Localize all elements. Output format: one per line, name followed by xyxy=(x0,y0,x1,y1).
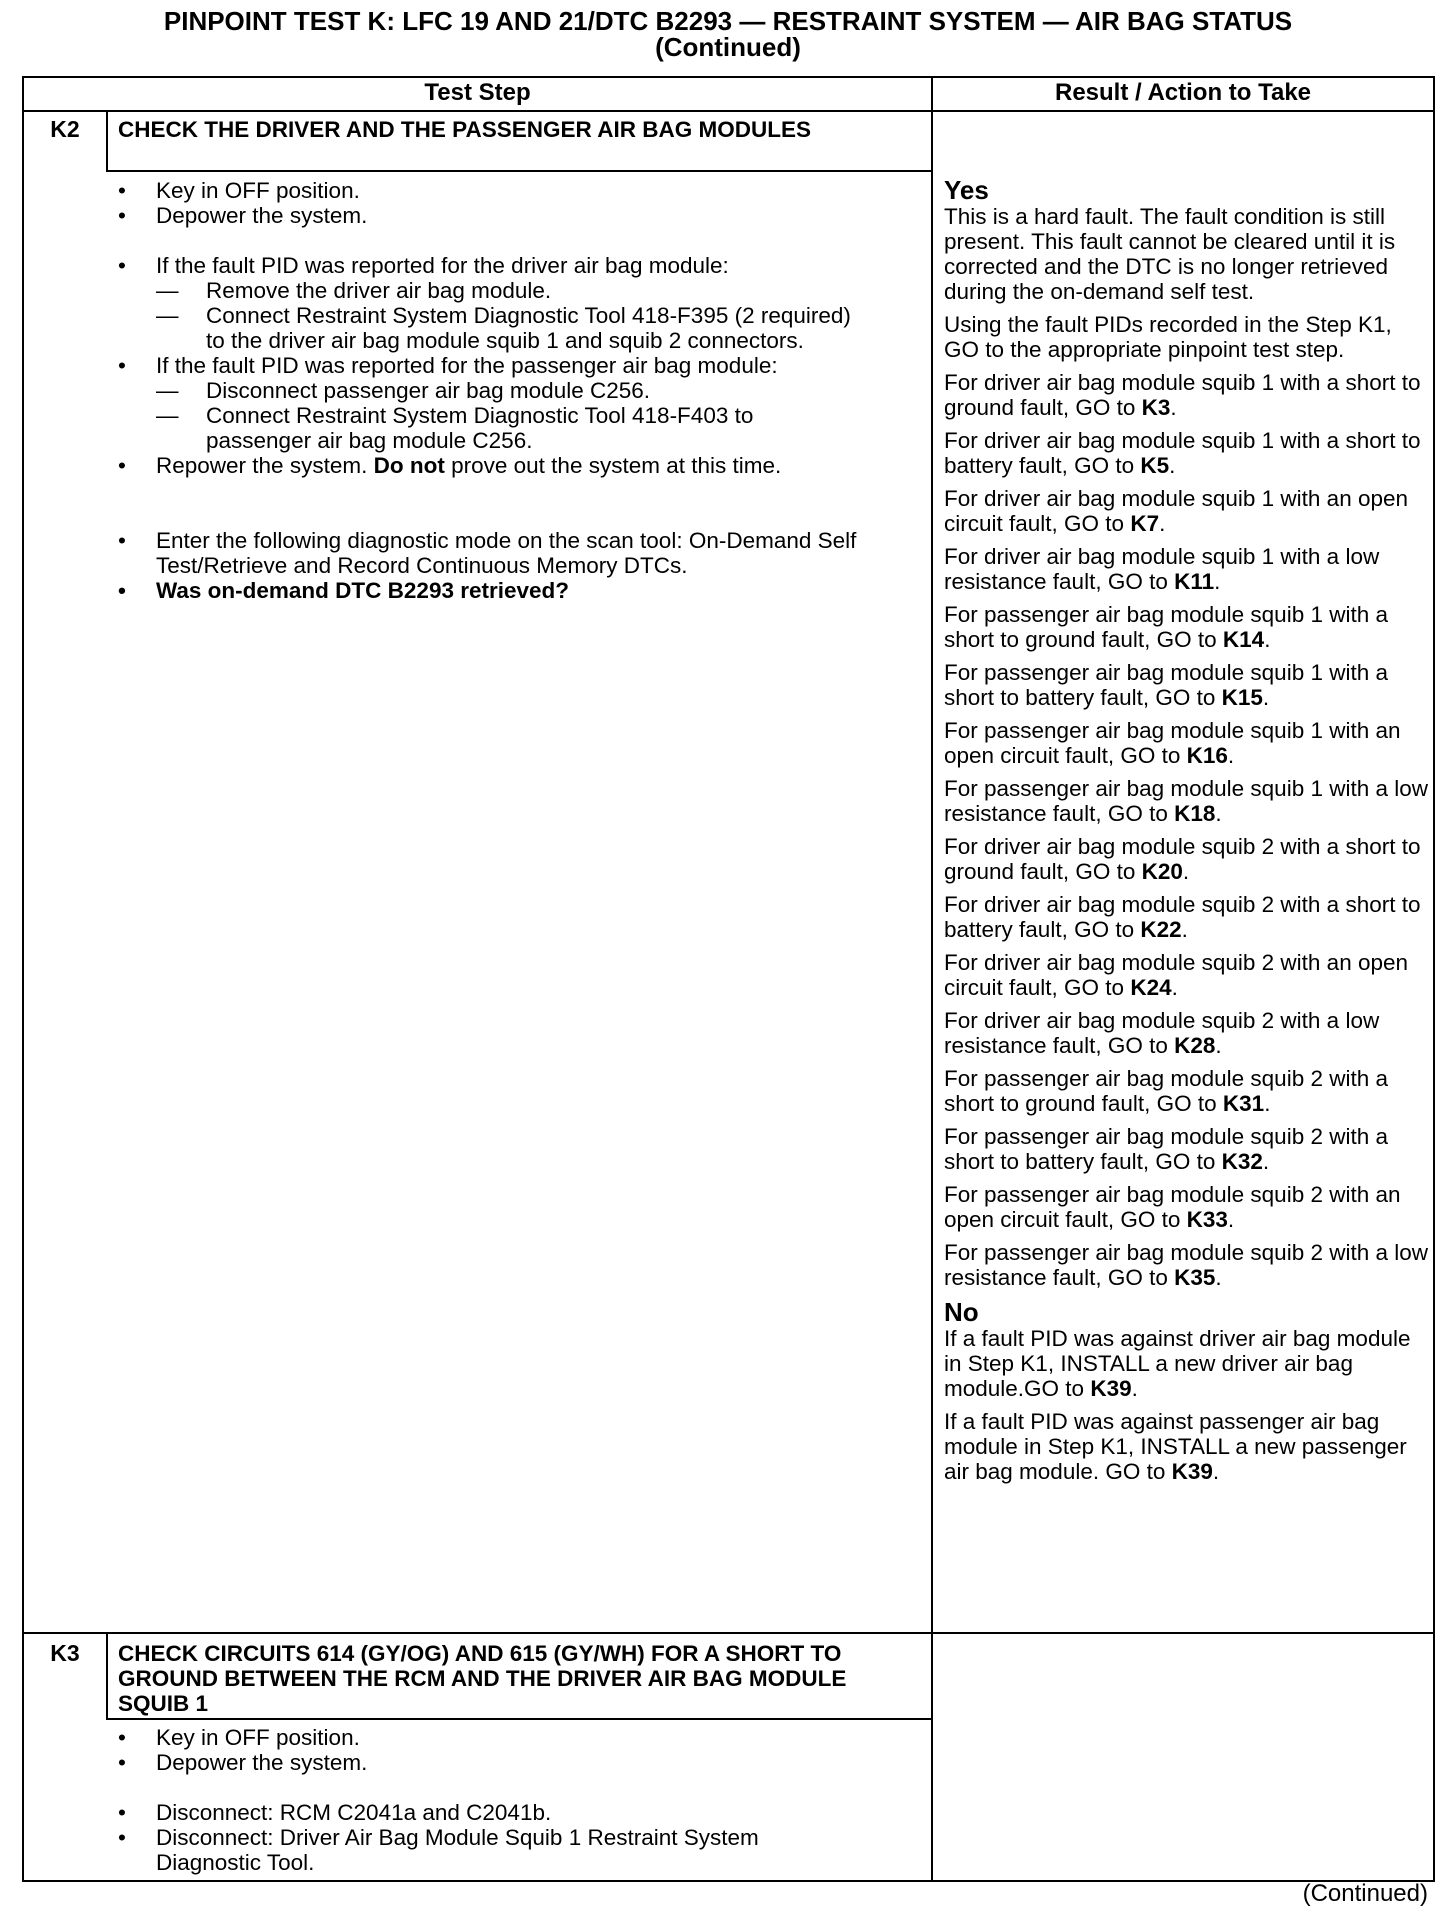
list-item: • Disconnect: RCM C2041a and C2041b. xyxy=(118,1800,552,1825)
list-item-text: If the fault PID was reported for the passenger air bag module: xyxy=(156,353,778,378)
list-item-text: Disconnect: RCM C2041a and C2041b. xyxy=(156,1800,552,1825)
sub-item: — Connect Restraint System Diagnostic Tool 418-F395 (2 required) to the driver air bag module squib 1 and squib 2 connectors. xyxy=(156,303,851,353)
step-id-k2: K2 xyxy=(50,116,80,142)
action-item: For passenger air bag module squib 1 with a short to ground fault, GO to K14. xyxy=(944,602,1389,652)
k3-title-underline xyxy=(106,1718,933,1720)
sub-item-text: Disconnect passenger air bag module C256. xyxy=(206,378,651,403)
action-item: For driver air bag module squib 1 with an open circuit fault, GO to K7. xyxy=(944,486,1409,536)
step-link[interactable]: K20 xyxy=(1141,859,1183,884)
action-text: For driver air bag module squib 1 with a short to battery fault, GO to xyxy=(944,428,1421,478)
list-item-text: Disconnect: Driver Air Bag Module Squib 1 Restraint System Diagnostic Tool. xyxy=(156,1825,759,1875)
action-text: If a fault PID was against driver air bag module in Step K1, INSTALL a new driver air bag module.GO to xyxy=(944,1326,1411,1401)
action-text: For driver air bag module squib 1 with a short to ground fault, GO to xyxy=(944,370,1421,420)
page-title xyxy=(0,8,1456,60)
action-text: For passenger air bag module squib 1 with a short to battery fault, GO to xyxy=(944,660,1389,710)
step-link[interactable]: K33 xyxy=(1186,1207,1228,1232)
action-item: For driver air bag module squib 1 with a short to ground fault, GO to K3. xyxy=(944,370,1421,420)
list-item-text: If the fault PID was reported for the driver air bag module: xyxy=(156,253,729,278)
step-link[interactable]: K7 xyxy=(1130,511,1160,536)
emphasis-text: Do not xyxy=(373,453,445,478)
action-item: For passenger air bag module squib 1 with an open circuit fault, GO to K16. xyxy=(944,718,1401,768)
header-result-action: Result / Action to Take xyxy=(1054,79,1312,106)
sub-item-text: Remove the driver air bag module. xyxy=(206,278,552,303)
title-line-1: PINPOINT TEST K: LFC 19 AND 21/DTC B2293 — RESTRAINT SYSTEM — AIR BAG STATUS xyxy=(163,6,1293,36)
k2-instructions xyxy=(106,178,896,603)
action-text: For passenger air bag module squib 1 with an open circuit fault, GO to xyxy=(944,718,1401,768)
action-item: For driver air bag module squib 1 with a short to battery fault, GO to K5. xyxy=(944,428,1421,478)
step-link[interactable]: K18 xyxy=(1174,801,1216,826)
list-item: • Enter the following diagnostic mode on the scan tool: On-Demand Self Test/Retrieve and Record Continuous Memory DTCs. xyxy=(118,528,857,578)
list-item-text: Key in OFF position. xyxy=(156,178,360,203)
action-item: If a fault PID was against passenger air bag module in Step K1, INSTALL a new passenger air bag module. GO to K39. xyxy=(944,1409,1407,1484)
header-divider xyxy=(22,110,1435,112)
yes-note: Using the fault PIDs recorded in the Step K1, GO to the appropriate pinpoint test step. xyxy=(944,312,1392,362)
step-title-k2: CHECK THE DRIVER AND THE PASSENGER AIR BAG MODULES xyxy=(118,117,811,142)
action-text: For driver air bag module squib 1 with a low resistance fault, GO to xyxy=(944,544,1380,594)
action-text: For driver air bag module squib 1 with an open circuit fault, GO to xyxy=(944,486,1409,536)
list-item: • Key in OFF position. xyxy=(118,178,360,203)
step-link[interactable]: K31 xyxy=(1222,1091,1265,1116)
step-title-k3: CHECK CIRCUITS 614 (GY/OG) AND 615 (GY/WH) FOR A SHORT TO GROUND BETWEEN THE RCM AND THE DRIVER AIR BAG MODULE SQUIB 1 xyxy=(118,1641,847,1716)
step-link[interactable]: K22 xyxy=(1140,917,1182,942)
action-item: For driver air bag module squib 1 with a low resistance fault, GO to K11. xyxy=(944,544,1380,594)
action-text: For driver air bag module squib 2 with an open circuit fault, GO to xyxy=(944,950,1409,1000)
list-item: • Depower the system. xyxy=(118,1750,368,1775)
list-item: • Disconnect: Driver Air Bag Module Squib 1 Restraint System Diagnostic Tool. xyxy=(118,1825,759,1875)
list-item-text: Enter the following diagnostic mode on the scan tool: On-Demand Self Test/Retrieve and Record Continuous Memory DTCs. xyxy=(156,528,857,578)
list-item: • Key in OFF position. xyxy=(118,1725,360,1750)
step-link[interactable]: K5 xyxy=(1140,453,1170,478)
step-link[interactable]: K39 xyxy=(1171,1459,1213,1484)
action-item: For driver air bag module squib 2 with a short to ground fault, GO to K20. xyxy=(944,834,1421,884)
sub-item: — Disconnect passenger air bag module C256. xyxy=(156,378,651,403)
k2-title-underline xyxy=(106,170,933,172)
k3-instructions xyxy=(106,1725,896,1875)
column-divider xyxy=(931,76,933,1882)
action-item: For passenger air bag module squib 2 with a low resistance fault, GO to K35. xyxy=(944,1240,1429,1290)
no-label: No xyxy=(944,1297,979,1327)
action-text: For passenger air bag module squib 1 with a low resistance fault, GO to xyxy=(944,776,1429,826)
step-link[interactable]: K39 xyxy=(1090,1376,1132,1401)
action-item: For passenger air bag module squib 1 with a low resistance fault, GO to K18. xyxy=(944,776,1429,826)
id-divider-k2 xyxy=(106,110,108,172)
action-item: For passenger air bag module squib 2 with a short to ground fault, GO to K31. xyxy=(944,1066,1389,1116)
action-item: For driver air bag module squib 2 with an open circuit fault, GO to K24. xyxy=(944,950,1409,1000)
list-item-text: Depower the system. xyxy=(156,203,368,228)
action-text: For passenger air bag module squib 2 with a low resistance fault, GO to xyxy=(944,1240,1429,1290)
action-text: For driver air bag module squib 2 with a short to ground fault, GO to xyxy=(944,834,1421,884)
action-item: For passenger air bag module squib 2 with an open circuit fault, GO to K33. xyxy=(944,1182,1401,1232)
list-item-text: Depower the system. xyxy=(156,1750,368,1775)
list-item-text: Key in OFF position. xyxy=(156,1725,360,1750)
step-link[interactable]: K14 xyxy=(1222,627,1265,652)
sub-item-text: Connect Restraint System Diagnostic Tool 418-F403 to passenger air bag module C256. xyxy=(206,403,754,453)
step-link[interactable]: K35 xyxy=(1174,1265,1216,1290)
list-item: • If the fault PID was reported for the driver air bag module: xyxy=(118,253,729,278)
action-item: For driver air bag module squib 2 with a short to battery fault, GO to K22. xyxy=(944,892,1421,942)
step-link[interactable]: K3 xyxy=(1141,395,1171,420)
list-item-text: Was on-demand DTC B2293 retrieved? xyxy=(156,578,570,603)
step-id-k3: K3 xyxy=(50,1640,80,1666)
footer-continued: (Continued) xyxy=(1302,1880,1428,1907)
list-item: • If the fault PID was reported for the passenger air bag module: xyxy=(118,353,778,378)
action-text: For passenger air bag module squib 1 with a short to ground fault, GO to xyxy=(944,602,1389,652)
header-test-step: Test Step xyxy=(424,79,531,106)
action-item: For passenger air bag module squib 1 with a short to battery fault, GO to K15. xyxy=(944,660,1389,710)
sub-item-text: Connect Restraint System Diagnostic Tool 418-F395 (2 required) to the driver air bag module squib 1 and squib 2 connectors. xyxy=(206,303,851,353)
step-link[interactable]: K16 xyxy=(1186,743,1228,768)
k2-results xyxy=(944,172,1429,1492)
step-link[interactable]: K15 xyxy=(1221,685,1263,710)
id-divider-k3 xyxy=(106,1634,108,1720)
action-text: If a fault PID was against passenger air bag module in Step K1, INSTALL a new passenger air bag module. GO to xyxy=(944,1409,1407,1484)
action-text: For passenger air bag module squib 2 with a short to battery fault, GO to xyxy=(944,1124,1389,1174)
action-text: For passenger air bag module squib 2 with a short to ground fault, GO to xyxy=(944,1066,1389,1116)
yes-intro: This is a hard fault. The fault condition is still present. This fault cannot be cleared until it is corrected and the DTC is no longer retrieved during the on-demand self test. xyxy=(944,204,1396,304)
step-link[interactable]: K24 xyxy=(1130,975,1172,1000)
action-item: If a fault PID was against driver air bag module in Step K1, INSTALL a new driver air bag module.GO to K39. xyxy=(944,1326,1411,1401)
sub-item: — Connect Restraint System Diagnostic Tool 418-F403 to passenger air bag module C256. xyxy=(156,403,754,453)
list-item: • Was on-demand DTC B2293 retrieved? xyxy=(118,578,570,603)
action-item: For passenger air bag module squib 2 with a short to battery fault, GO to K32. xyxy=(944,1124,1389,1174)
list-item-text: prove out the system at this time. xyxy=(451,453,782,478)
list-item: • Repower the system. Do not prove out the system at this time. xyxy=(118,453,782,478)
row-divider xyxy=(22,1632,1435,1634)
action-text: For passenger air bag module squib 2 with an open circuit fault, GO to xyxy=(944,1182,1401,1232)
list-item-text: Repower the system. xyxy=(156,453,368,478)
action-text: For driver air bag module squib 2 with a short to battery fault, GO to xyxy=(944,892,1421,942)
yes-label: Yes xyxy=(944,175,989,205)
title-line-2: (Continued) xyxy=(655,32,801,62)
step-link[interactable]: K32 xyxy=(1221,1149,1263,1174)
action-item: For driver air bag module squib 2 with a low resistance fault, GO to K28. xyxy=(944,1008,1380,1058)
list-item: • Depower the system. xyxy=(118,203,368,228)
sub-item: — Remove the driver air bag module. xyxy=(156,278,552,303)
action-text: For driver air bag module squib 2 with a low resistance fault, GO to xyxy=(944,1008,1380,1058)
step-link[interactable]: K28 xyxy=(1174,1033,1216,1058)
step-link[interactable]: K11 xyxy=(1174,569,1215,594)
